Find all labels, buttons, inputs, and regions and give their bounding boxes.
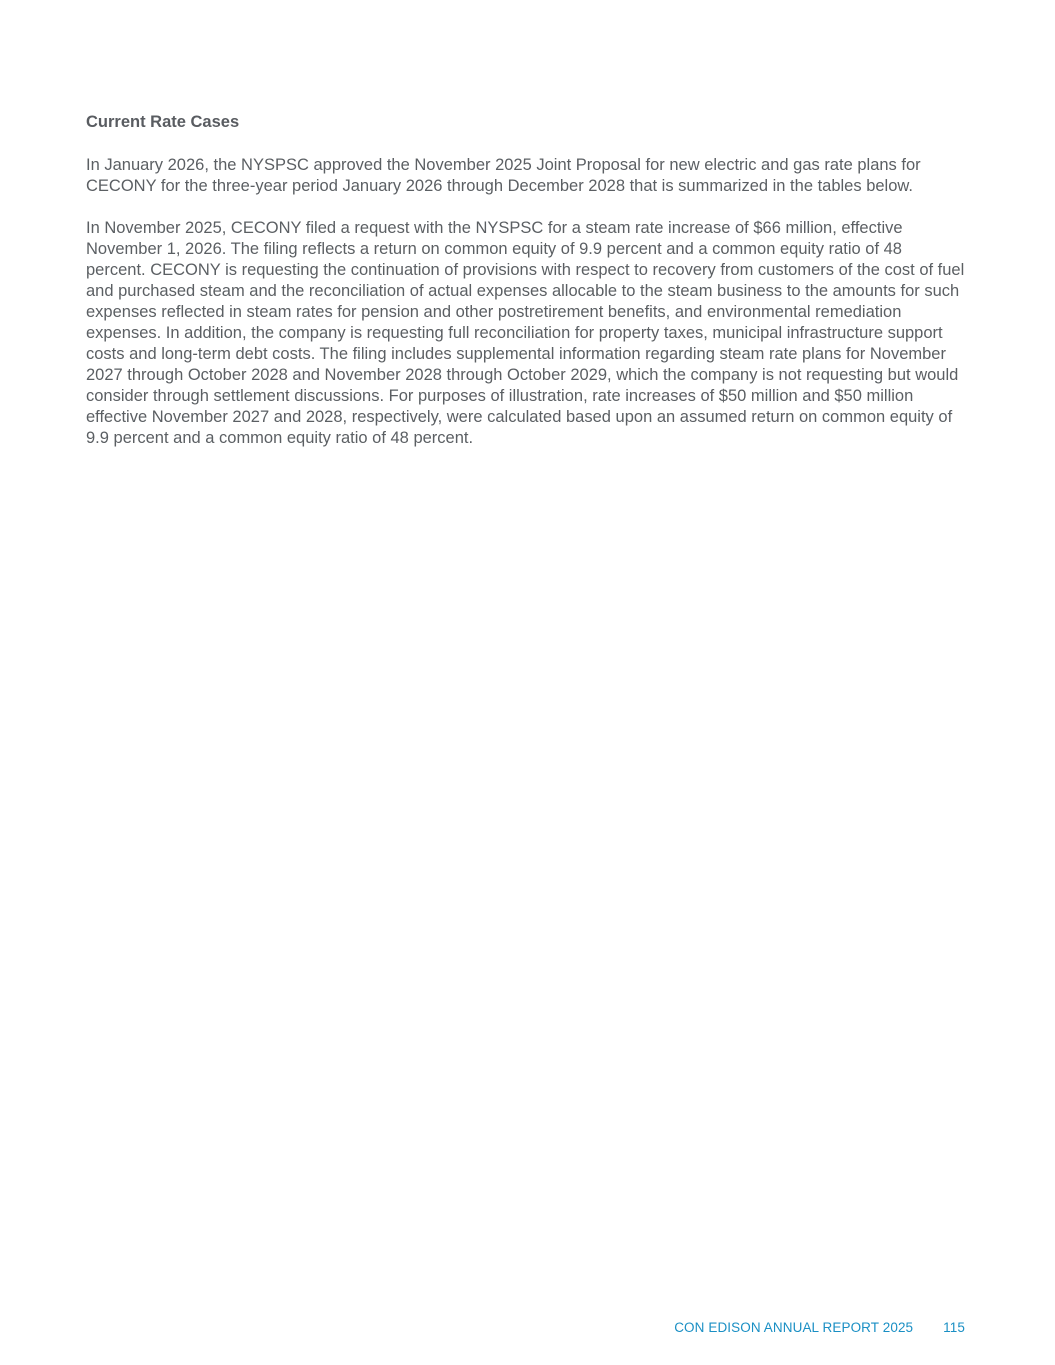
paragraph-joint-proposal: In January 2026, the NYSPSC approved the November 2025 Joint Proposal for new electric and gas rate plans for CECONY for the three-year period January 2026 through December 2028 that is summarized in the tables below. bbox=[86, 156, 921, 195]
footer-report-title: CON EDISON ANNUAL REPORT 2025 bbox=[674, 1320, 914, 1335]
paragraph-steam-rate-request: In November 2025, CECONY filed a request with the NYSPSC for a steam rate increase of $66 million, effective November 1, 2026. The filing reflects a return on common equity of 9.9 percent and a common equity ratio of 48 percent. CECONY is requesting the continuation of provisions with respect to recovery from customers of the cost of fuel and purchased steam and the reconciliation of actual expenses allocable to the steam business to the amounts for such expenses reflected in steam rates for pension and other postretirement benefits, and environmental remediation expenses. In addition, the company is requesting full reconciliation for property taxes, municipal infrastructure support costs and long-term debt costs. The filing includes supplemental information regarding steam rate plans for November 2027 through October 2028 and November 2028 through October 2029, which the company is not requesting but would consider through settlement discussions. For purposes of illustration, rate increases of $50 million and $50 million effective November 2027 and 2028, respectively, were calculated based upon an assumed return on common equity of 9.9 percent and a common equity ratio of 48 percent. bbox=[86, 219, 965, 447]
document-body bbox=[86, 112, 966, 470]
section-heading: Current Rate Cases bbox=[86, 113, 240, 131]
page-footer bbox=[674, 1320, 965, 1335]
page-number: 115 bbox=[943, 1320, 965, 1335]
